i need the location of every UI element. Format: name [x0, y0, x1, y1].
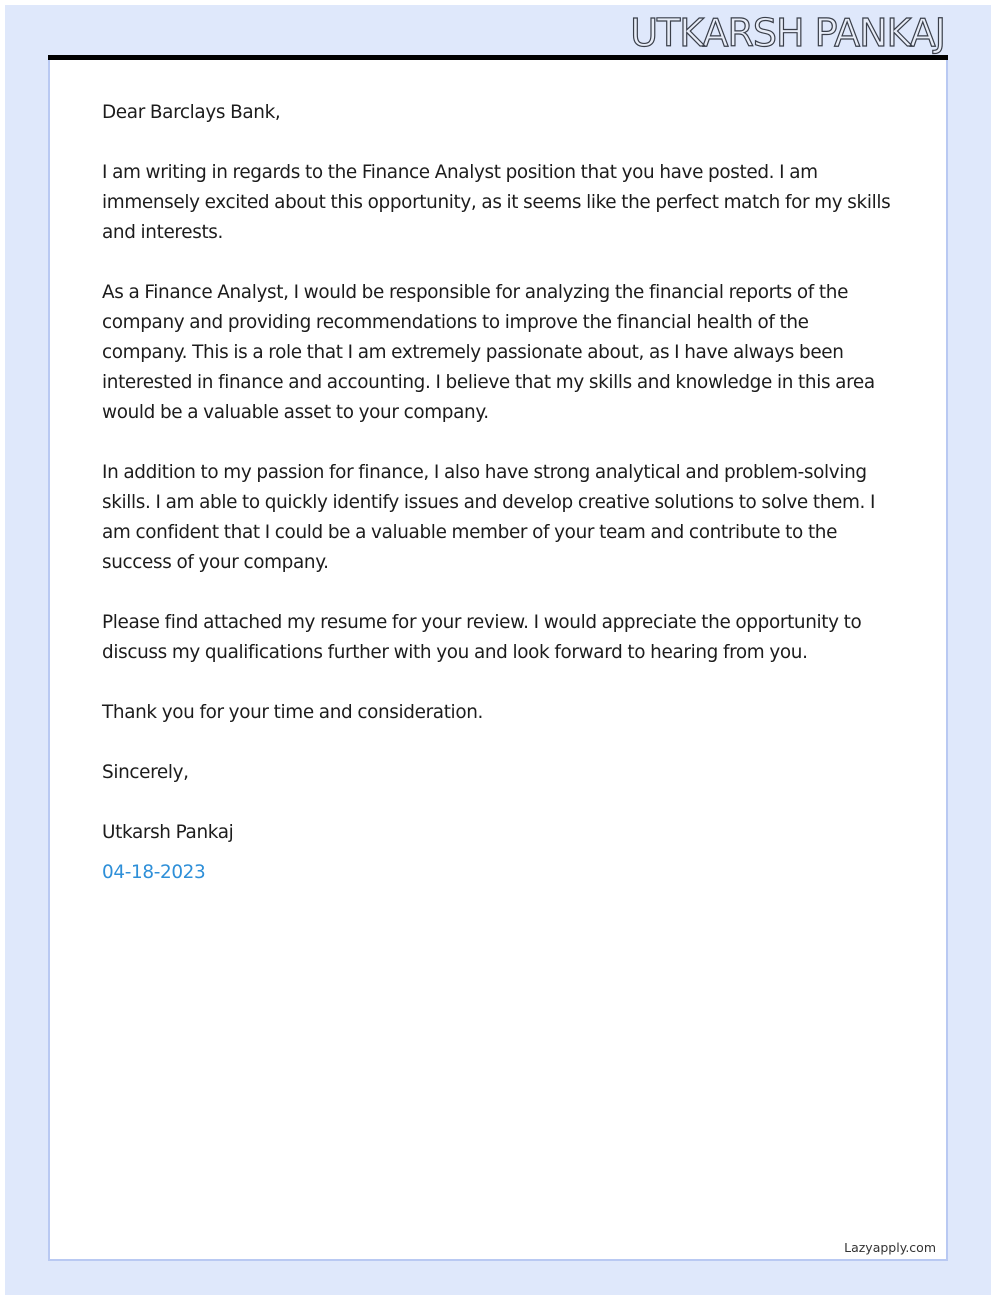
letter-page — [48, 60, 948, 1261]
letter-closing: Sincerely, — [102, 762, 189, 783]
letter-salutation: Dear Barclays Bank, — [102, 102, 281, 123]
letter-paragraph-2: As a Finance Analyst, I would be responsible for analyzing the financial reports of the company and providing recommendations to improve the financial health of the company. This is a role that I am extremely passionate about, as I have always been interested in finance and accounting. I believe that my skills and knowledge in this area would be a valuable asset to your company. — [102, 282, 875, 423]
letter-paragraph-5: Thank you for your time and consideration. — [102, 702, 484, 723]
letter-paragraph-3: In addition to my passion for finance, I also have strong analytical and problem-solving skills. I am able to quickly identify issues and develop creative solutions to solve them. I am confident that I could be a valuable member of your team and contribute to the success of your company. — [102, 462, 876, 573]
letter-signer: Utkarsh Pankaj — [102, 822, 234, 843]
header-name: UTKARSH PANKAJ — [630, 11, 945, 55]
letter-date: 04-18-2023 — [102, 862, 206, 883]
letter-body — [102, 98, 892, 888]
footer-brand: Lazyapply.com — [844, 1240, 936, 1255]
letter-paragraph-1: I am writing in regards to the Finance Analyst position that you have posted. I am immensely excited about this opportunity, as it seems like the perfect match for my skills and interests. — [102, 162, 891, 243]
letter-paragraph-4: Please find attached my resume for your review. I would appreciate the opportunity to discuss my qualifications further with you and look forward to hearing from you. — [102, 612, 862, 663]
